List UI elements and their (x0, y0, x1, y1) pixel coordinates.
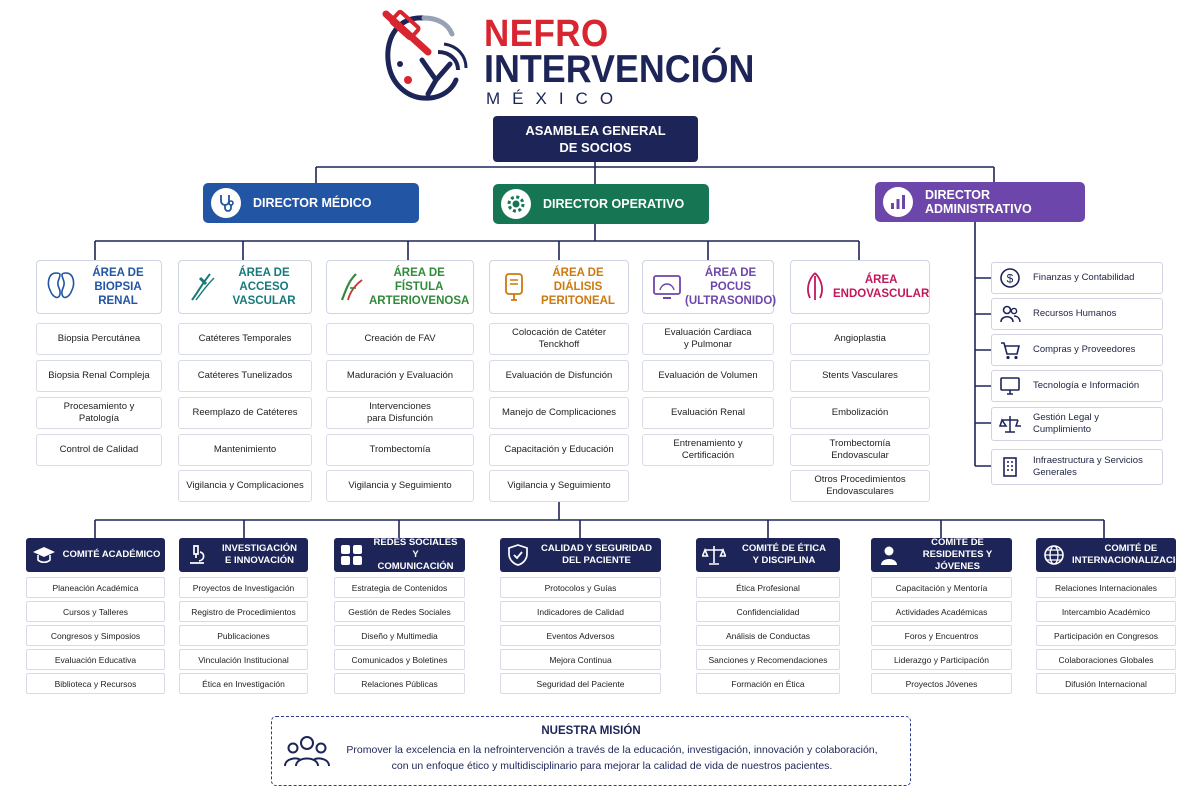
committee-item: Difusión Internacional (1036, 673, 1176, 694)
area-item: Mantenimiento (178, 434, 312, 466)
admin-item (991, 370, 1163, 402)
committee-item: Ética Profesional (696, 577, 840, 598)
committee-item: Formación en Ética (696, 673, 840, 694)
committee-item: Liderazgo y Participación (871, 649, 1012, 670)
dollar-icon (997, 265, 1023, 291)
committee-item: Planeación Académica (26, 577, 165, 598)
area-item: Control de Calidad (36, 434, 162, 466)
committee-header-1 (26, 538, 165, 572)
logo-nefro-text: NEFRO (484, 13, 609, 55)
committee-header-3 (334, 538, 465, 572)
committee-item: Gestión de Redes Sociales (334, 601, 465, 622)
endovascular-icon (797, 267, 833, 307)
social-media-icon (340, 543, 364, 567)
director-operativo-label: DIRECTOR OPERATIVO (543, 197, 685, 211)
graduation-cap-icon (32, 543, 56, 567)
committee-item: Comunicados y Boletines (334, 649, 465, 670)
committee-item: Registro de Procedimientos (179, 601, 308, 622)
admin-item-label: Compras y Proveedores (1033, 344, 1136, 355)
area-item: Otros Procedimientos Endovasculares (790, 470, 930, 502)
building-icon (997, 454, 1023, 480)
committee-item: Vinculación Institucional (179, 649, 308, 670)
committee-item: Análisis de Conductas (696, 625, 840, 646)
area-title: ÁREA DE POCUS (ULTRASONIDO) (685, 267, 777, 307)
committee-item: Eventos Adversos (500, 625, 661, 646)
committee-item: Diseño y Multimedia (334, 625, 465, 646)
committee-header-2 (179, 538, 308, 572)
area-item: Evaluación de Disfunción (489, 360, 629, 392)
area-item: Reemplazo de Catéteres (178, 397, 312, 429)
committee-item: Protocolos y Guías (500, 577, 661, 598)
area-item: Evaluación Cardiaca y Pulmonar (642, 323, 774, 355)
area-item: Maduración y Evaluación (326, 360, 474, 392)
committee-title: INVESTIGACIÓN E INNOVACIÓN (222, 543, 297, 566)
kidney-icon (43, 267, 79, 307)
area-item: Creación de FAV (326, 323, 474, 355)
monitor-icon (997, 373, 1023, 399)
committee-header-7 (1036, 538, 1190, 572)
area-item: Angioplastia (790, 323, 930, 355)
committee-header-6 (871, 538, 1012, 572)
director-administrativo-box (875, 182, 1085, 222)
dialysis-bag-icon (496, 267, 532, 307)
stethoscope-icon (211, 188, 241, 218)
asamblea-general-box: ASAMBLEA GENERAL DE SOCIOS (493, 116, 698, 162)
committee-item: Estrategia de Contenidos (334, 577, 465, 598)
committee-item: Publicaciones (179, 625, 308, 646)
committee-header-5 (696, 538, 840, 572)
area-item: Trombectomía Endovascular (790, 434, 930, 466)
committee-item: Congresos y Simposios (26, 625, 165, 646)
committee-item: Foros y Encuentros (871, 625, 1012, 646)
cart-icon (997, 337, 1023, 363)
area-header-6 (790, 260, 930, 314)
admin-item-label: Recursos Humanos (1033, 308, 1117, 319)
area-item: Vigilancia y Complicaciones (178, 470, 312, 502)
area-title: ÁREA DE ACCESO VASCULAR (232, 267, 296, 307)
area-item: Trombectomía (326, 434, 474, 466)
committee-title: REDES SOCIALES Y COMUNICACIÓN (373, 537, 458, 572)
area-header-2 (178, 260, 312, 314)
area-item: Biopsia Renal Compleja (36, 360, 162, 392)
director-operativo-box (493, 184, 709, 224)
area-title: ÁREA ENDOVASCULAR (833, 274, 930, 300)
area-item: Procesamiento y Patología (36, 397, 162, 429)
committee-title: COMITÉ DE RESIDENTES Y JÓVENES (922, 537, 993, 572)
admin-item (991, 407, 1163, 441)
admin-item-label: Gestión Legal y Cumplimiento (1033, 412, 1100, 435)
admin-item (991, 449, 1163, 485)
committee-item: Indicadores de Calidad (500, 601, 661, 622)
area-header-5 (642, 260, 777, 314)
committee-item: Seguridad del Paciente (500, 673, 661, 694)
admin-item-label: Finanzas y Contabilidad (1033, 272, 1135, 283)
area-item: Vigilancia y Seguimiento (326, 470, 474, 502)
mission-text: Promover la excelencia en la nefrointervención a través de la educación, investigación, innovación y colaboración, con un enfoque ético y multidisciplinario para mejorar la calidad de vida de nuestros pacientes. (346, 744, 878, 772)
area-header-1 (36, 260, 162, 314)
committee-item: Cursos y Talleres (26, 601, 165, 622)
area-title: ÁREA DE BIOPSIA RENAL (92, 267, 144, 307)
area-item: Catéteres Tunelizados (178, 360, 312, 392)
committee-title: COMITÉ DE INTERNACIONALIZACIÓN (1072, 543, 1190, 566)
admin-item (991, 262, 1163, 294)
area-header-4 (489, 260, 629, 314)
admin-item-label: Infraestructura y Servicios Generales (1033, 455, 1143, 478)
committee-item: Confidencialidad (696, 601, 840, 622)
committee-header-4 (500, 538, 661, 572)
vascular-access-icon (185, 267, 221, 307)
committee-item: Intercambio Académico (1036, 601, 1176, 622)
fistula-icon (333, 267, 369, 307)
committee-item: Mejora Continua (500, 649, 661, 670)
microscope-icon (185, 543, 209, 567)
people-icon (997, 301, 1023, 327)
committee-item: Proyectos Jóvenes (871, 673, 1012, 694)
admin-item-label: Tecnología e Información (1033, 380, 1140, 391)
area-item: Catéteres Temporales (178, 323, 312, 355)
area-item: Entrenamiento y Certificación (642, 434, 774, 466)
committee-item: Evaluación Educativa (26, 649, 165, 670)
committee-title: CALIDAD Y SEGURIDAD DEL PACIENTE (540, 543, 653, 566)
area-item: Evaluación de Volumen (642, 360, 774, 392)
shield-check-icon (506, 543, 530, 567)
admin-item (991, 298, 1163, 330)
committee-item: Colaboraciones Globales (1036, 649, 1176, 670)
svg-text:$: $ (1006, 271, 1014, 286)
committee-item: Actividades Académicas (871, 601, 1012, 622)
scales-icon (997, 411, 1023, 437)
person-icon (877, 543, 901, 567)
committee-item: Sanciones y Recomendaciones (696, 649, 840, 670)
mission-title: NUESTRA MISIÓN (541, 725, 641, 737)
committee-item: Biblioteca y Recursos (26, 673, 165, 694)
area-item: Stents Vasculares (790, 360, 930, 392)
committee-item: Capacitación y Mentoría (871, 577, 1012, 598)
area-item: Intervenciones para Disfunción (326, 397, 474, 429)
scales-icon (702, 543, 726, 567)
area-item: Colocación de Catéter Tenckhoff (489, 323, 629, 355)
logo-intervencion-text: INTERVENCIÓN (484, 48, 755, 91)
area-item: Manejo de Complicaciones (489, 397, 629, 429)
area-title: ÁREA DE FÍSTULA ARTERIOVENOSA (369, 267, 470, 307)
logo-emblem (378, 8, 470, 106)
committee-item: Proyectos de Investigación (179, 577, 308, 598)
area-item: Capacitación y Educación (489, 434, 629, 466)
committee-item: Relaciones Internacionales (1036, 577, 1176, 598)
committee-item: Relaciones Públicas (334, 673, 465, 694)
committee-title: COMITÉ ACADÉMICO (62, 549, 161, 560)
globe-icon (1042, 543, 1066, 567)
bar-chart-icon (883, 187, 913, 217)
area-item: Evaluación Renal (642, 397, 774, 429)
admin-item (991, 334, 1163, 366)
area-item: Vigilancia y Seguimiento (489, 470, 629, 502)
committee-item: Ética en Investigación (179, 673, 308, 694)
committee-item: Participación en Congresos (1036, 625, 1176, 646)
committee-title: COMITÉ DE ÉTICA Y DISCIPLINA (742, 543, 826, 566)
director-medico-box (203, 183, 419, 223)
logo-mexico-text: MÉXICO (486, 89, 626, 108)
area-title: ÁREA DE DIÁLISIS PERITONEAL (541, 267, 615, 307)
area-item: Embolización (790, 397, 930, 429)
area-header-3 (326, 260, 474, 314)
area-item: Biopsia Percutánea (36, 323, 162, 355)
ultrasound-icon (649, 267, 685, 307)
gear-icon (501, 189, 531, 219)
director-administrativo-label: DIRECTOR ADMINISTRATIVO (925, 188, 1032, 216)
director-medico-label: DIRECTOR MÉDICO (253, 196, 372, 210)
